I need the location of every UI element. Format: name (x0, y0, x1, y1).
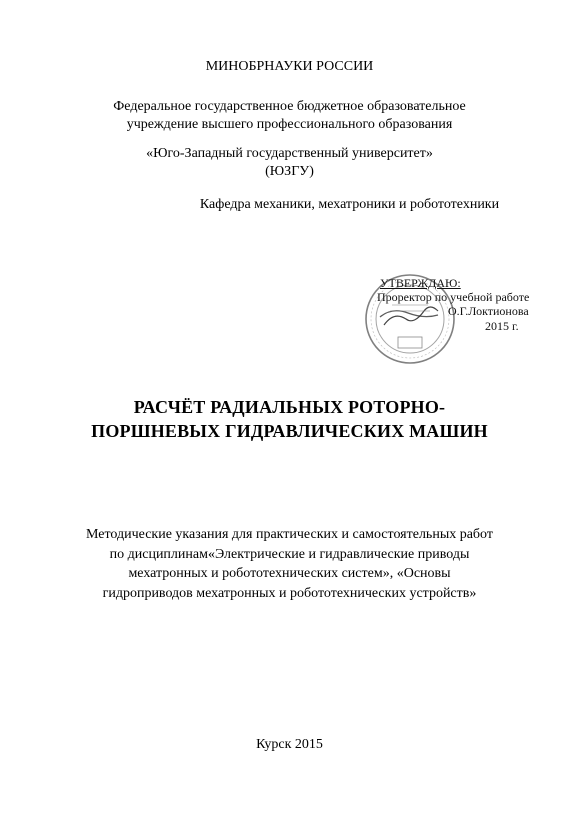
approver-position: Проректор по учебной работе (377, 290, 530, 304)
department-name: Кафедра механики, мехатроники и робототехники (199, 197, 500, 212)
approval-block (352, 255, 540, 373)
university-name: «Юго-Западный государственный университет» (146, 146, 433, 161)
document-title-line-1: РАСЧЁТ РАДИАЛЬНЫХ РОТОРНО- (133, 397, 446, 417)
organization-line-2: учреждение высшего профессионального образования (126, 117, 453, 132)
description-line-1: Методические указания для практических и самостоятельных работ (85, 527, 493, 542)
document-description (0, 525, 579, 603)
document-title-line-2: ПОРШНЕВЫХ ГИДРАВЛИЧЕСКИХ МАШИН (91, 421, 488, 441)
organization-line-1: Федеральное государственное бюджетное образовательное (113, 99, 466, 114)
university-abbreviation: (ЮЗГУ) (265, 164, 314, 179)
description-line-3: мехатронных и робототехнических систем», «Основы (128, 566, 451, 581)
description-line-4: гидроприводов мехатронных и робототехнических устройств» (102, 585, 477, 601)
approval-heading: УТВЕРЖДАЮ: (380, 276, 461, 290)
ministry-name: МИНОБРНАУКИ РОССИИ (205, 59, 374, 74)
approver-name: О.Г.Локтионова (448, 304, 529, 318)
approval-date: 2015 г. (485, 319, 519, 333)
city-year: Курск 2015 (256, 737, 323, 752)
description-line-2: по дисциплинам«Электрические и гидравлические приводы (109, 546, 470, 562)
